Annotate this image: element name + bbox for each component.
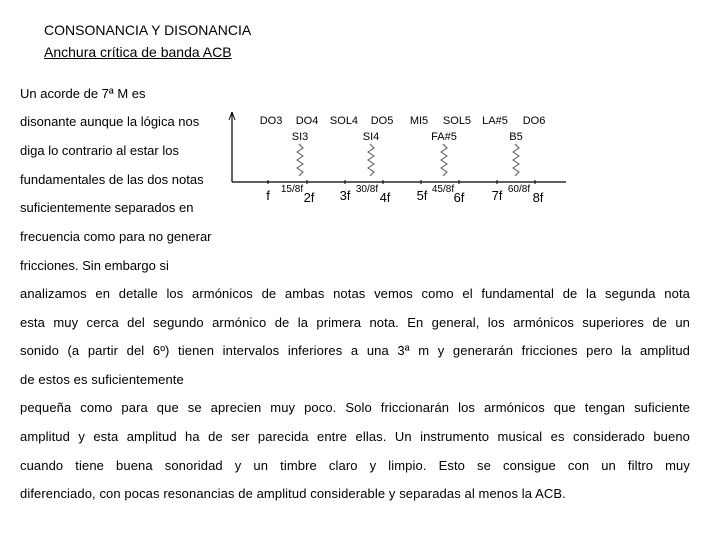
friction-wave-icon: [368, 144, 374, 176]
intro-line: Un acorde de 7ª M es: [20, 86, 146, 101]
ratio-label: 60/8f: [507, 184, 531, 195]
frequency-label: 6f: [453, 190, 465, 205]
slide-subtitle: Anchura crítica de banda ACB: [44, 44, 232, 60]
body-line: sonido (a partir del 6º) tienen intervalos inferiores a una 3ª m y generarán fricciones pero la amplitud: [20, 343, 690, 359]
body-paragraph: [20, 280, 690, 509]
body-line: analizamos en detalle los armónicos de ambas notas vemos como el fundamental de la segunda nota: [20, 286, 690, 301]
intro-line: disonante aunque la lógica nos: [20, 114, 200, 129]
body-line: diferenciado, con pocas resonancias de amplitud considerable y separadas al menos la ACB.: [20, 486, 566, 502]
frequency-label: 3f: [339, 188, 351, 203]
intro-line: fricciones. Sin embargo si: [20, 258, 169, 273]
note-label: DO6: [522, 115, 546, 127]
intro-line: suficientemente separados en: [20, 200, 194, 215]
frequency-label: 2f: [303, 190, 315, 205]
second-note-label: FA#5: [431, 131, 457, 143]
friction-wave-icon: [297, 144, 303, 176]
friction-wave-icon: [441, 144, 447, 176]
body-line: amplitud y esta amplitud ha de ser parecida entre ellas. Un instrumento musical es considerado bueno: [20, 428, 690, 444]
note-label: MI5: [409, 115, 429, 127]
note-label: SOL5: [442, 115, 472, 127]
note-label: SOL4: [329, 115, 359, 127]
note-label: LA#5: [482, 115, 508, 127]
frequency-label: 7f: [491, 188, 503, 203]
body-line: cuando tiene buena sonoridad y un timbre claro y limpio. Esto se consigue con un filtro muy: [20, 457, 690, 473]
second-note-label: B5: [509, 131, 523, 143]
frequency-label: 5f: [416, 188, 428, 203]
ratio-label: 45/8f: [431, 184, 455, 195]
frequency-label: 4f: [379, 190, 391, 205]
ratio-label: 30/8f: [355, 184, 379, 195]
intro-line: frecuencia como para no generar: [20, 229, 212, 244]
friction-wave-icon: [513, 144, 519, 176]
note-label: DO5: [370, 115, 394, 127]
intro-line: diga lo contrario al estar los: [20, 143, 179, 158]
intro-line: fundamentales de las dos notas: [20, 172, 204, 187]
frequency-label: f: [266, 188, 270, 203]
second-note-label: SI3: [291, 131, 309, 143]
frequency-label: 8f: [532, 190, 544, 205]
slide-title: CONSONANCIA Y DISONANCIA: [44, 22, 252, 38]
note-label: DO4: [295, 115, 319, 127]
ratio-label: 15/8f: [280, 184, 304, 195]
body-line: esta muy cerca del segundo armónico de la primera nota. En general, los armónicos superiores de un: [20, 314, 690, 330]
second-note-label: SI4: [362, 131, 380, 143]
note-label: DO3: [259, 115, 283, 127]
body-line: de estos es suficientemente: [20, 371, 184, 387]
harmonics-diagram: [228, 108, 572, 210]
body-line: pequeña como para que se aprecien muy poco. Solo friccionarán los armónicos que tengan suficiente: [20, 400, 690, 416]
